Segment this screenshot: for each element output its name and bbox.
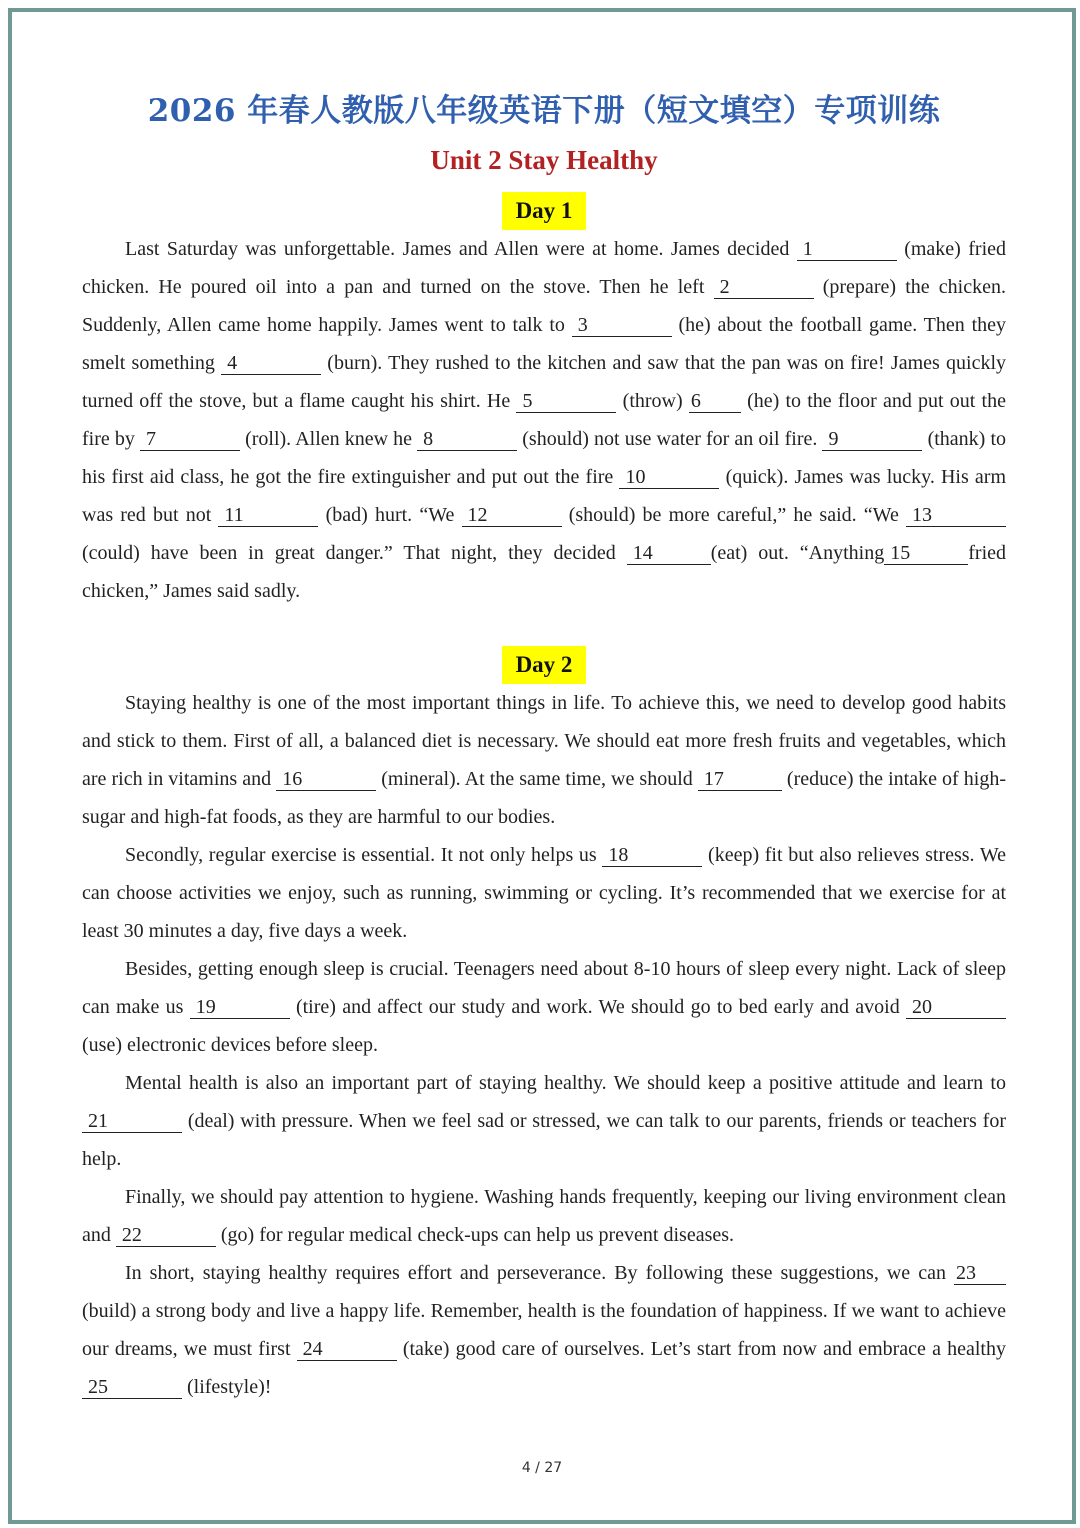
day1-paragraph	[82, 230, 1006, 610]
text: (reduce) the intake of high-sugar and high-fat foods, as they are harmful to our bodies.	[82, 768, 1007, 828]
text: Staying healthy is one of the most important things in life. To achieve this, we need to develop good habits and stick to them. First of all, a balanced diet is necessary. We should eat more fresh fruits and vegetables, which are rich in vitamins and	[82, 692, 1006, 790]
text: (eat) out. “Anything	[710, 542, 885, 564]
text: (deal) with pressure. When we feel sad or stressed, we can talk to our parents, friends or teachers for help.	[82, 1110, 1006, 1170]
page-number: 4 / 27	[521, 1460, 563, 1476]
blank-16: 16	[276, 768, 376, 791]
text: (should) not use water for an oil fire.	[517, 428, 823, 450]
day2-paragraph-2	[82, 836, 1006, 950]
text: (roll). Allen knew he	[239, 428, 418, 450]
blank-21: 21	[82, 1110, 182, 1133]
day2-paragraph-1	[82, 684, 1006, 836]
text: (use) electronic devices before sleep.	[82, 1034, 378, 1056]
day1-heading-wrap	[82, 192, 1006, 230]
text: (he) about the football game. Then they smelt something	[82, 314, 1007, 374]
text: In short, staying healthy requires effort and perseverance. By following these suggestions, we can	[125, 1262, 954, 1284]
blank-17: 17	[698, 768, 782, 791]
text: (mineral). At the same time, we should	[376, 768, 698, 790]
text: (tire) and affect our study and work. We should go to bed early and avoid	[289, 996, 906, 1018]
text: Last Saturday was unforgettable. James and Allen were at home. James decided	[125, 238, 797, 260]
page-frame	[8, 8, 1076, 1524]
text: (could) have been in great danger.” That night, they decided	[82, 542, 627, 564]
blank-24: 24	[297, 1338, 397, 1361]
blank-19: 19	[190, 996, 290, 1019]
blank-11: 11	[218, 504, 318, 527]
blank-23: 23	[954, 1262, 1006, 1285]
blank-10: 10	[619, 466, 719, 489]
text: Finally, we should pay attention to hygiene. Washing hands frequently, keeping our living environment clean and	[82, 1186, 1006, 1246]
text: (thank) to his first aid class, he got the fire extinguisher and put out the fire	[82, 428, 1007, 488]
text: (burn). They rushed to the kitchen and saw that the pan was on fire! James quickly turned off the stove, but a flame caught his shirt. He	[82, 352, 1006, 412]
blank-6: 6	[689, 390, 741, 413]
text: (make) fried chicken. He poured oil into a pan and turned on the stove. Then he left	[82, 238, 1007, 298]
text: (keep) fit but also relieves stress. We can choose activities we enjoy, such as running, swimming or cycling. It’s recommended that we exercise for at least 30 minutes a day, five days a week.	[82, 844, 1007, 942]
text: (go) for regular medical check-ups can help us prevent diseases.	[215, 1224, 735, 1246]
blank-13: 13	[906, 504, 1006, 527]
text: Mental health is also an important part of staying healthy. We should keep a positive attitude and learn to	[125, 1072, 1006, 1094]
text: (he) to the floor and put out the fire by	[82, 390, 1006, 450]
text: fried chicken,” James said sadly.	[82, 542, 1007, 602]
day2-paragraph-5	[82, 1178, 1006, 1254]
blank-4: 4	[221, 352, 321, 375]
blank-18: 18	[602, 844, 702, 867]
blank-14: 14	[627, 542, 711, 565]
blank-20: 20	[906, 996, 1006, 1019]
text: (should) be more careful,” he said. “We	[561, 504, 906, 526]
text: (bad) hurt. “We	[318, 504, 462, 526]
text: (prepare) the chicken. Suddenly, Allen came home happily. James went to talk to	[82, 276, 1006, 336]
day2-paragraph-4	[82, 1064, 1006, 1178]
day2-paragraph-3	[82, 950, 1006, 1064]
blank-5: 5	[516, 390, 616, 413]
unit-title: Unit 2 Stay Healthy	[430, 145, 658, 175]
blank-1: 1	[797, 238, 897, 261]
blank-8: 8	[417, 428, 517, 451]
blank-7: 7	[140, 428, 240, 451]
page-title: 2026 年春人教版八年级英语下册（短文填空）专项训练	[147, 93, 941, 129]
document-body	[82, 12, 1006, 1406]
text: (lifestyle)!	[182, 1376, 272, 1398]
text: (take) good care of ourselves. Let’s start from now and embrace a healthy	[396, 1338, 1006, 1360]
blank-15: 15	[884, 542, 968, 565]
blank-2: 2	[714, 276, 814, 299]
day2-heading-wrap	[82, 646, 1006, 684]
text: Besides, getting enough sleep is crucial. Teenagers need about 8-10 hours of sleep every night. Lack of sleep can make us	[82, 958, 1006, 1018]
day1-heading: Day 1	[502, 192, 587, 230]
blank-3: 3	[572, 314, 672, 337]
text: (quick). James was lucky. His arm was red but not	[82, 466, 1006, 526]
blank-9: 9	[822, 428, 922, 451]
blank-25: 25	[82, 1376, 182, 1399]
text: (throw)	[616, 390, 689, 412]
blank-12: 12	[462, 504, 562, 527]
day2-paragraph-6	[82, 1254, 1006, 1406]
text: (build) a strong body and live a happy life. Remember, health is the foundation of happiness. If we want to achieve our dreams, we must first	[82, 1300, 1006, 1360]
text: Secondly, regular exercise is essential. It not only helps us	[125, 844, 603, 866]
blank-22: 22	[116, 1224, 216, 1247]
day2-heading: Day 2	[502, 646, 587, 684]
